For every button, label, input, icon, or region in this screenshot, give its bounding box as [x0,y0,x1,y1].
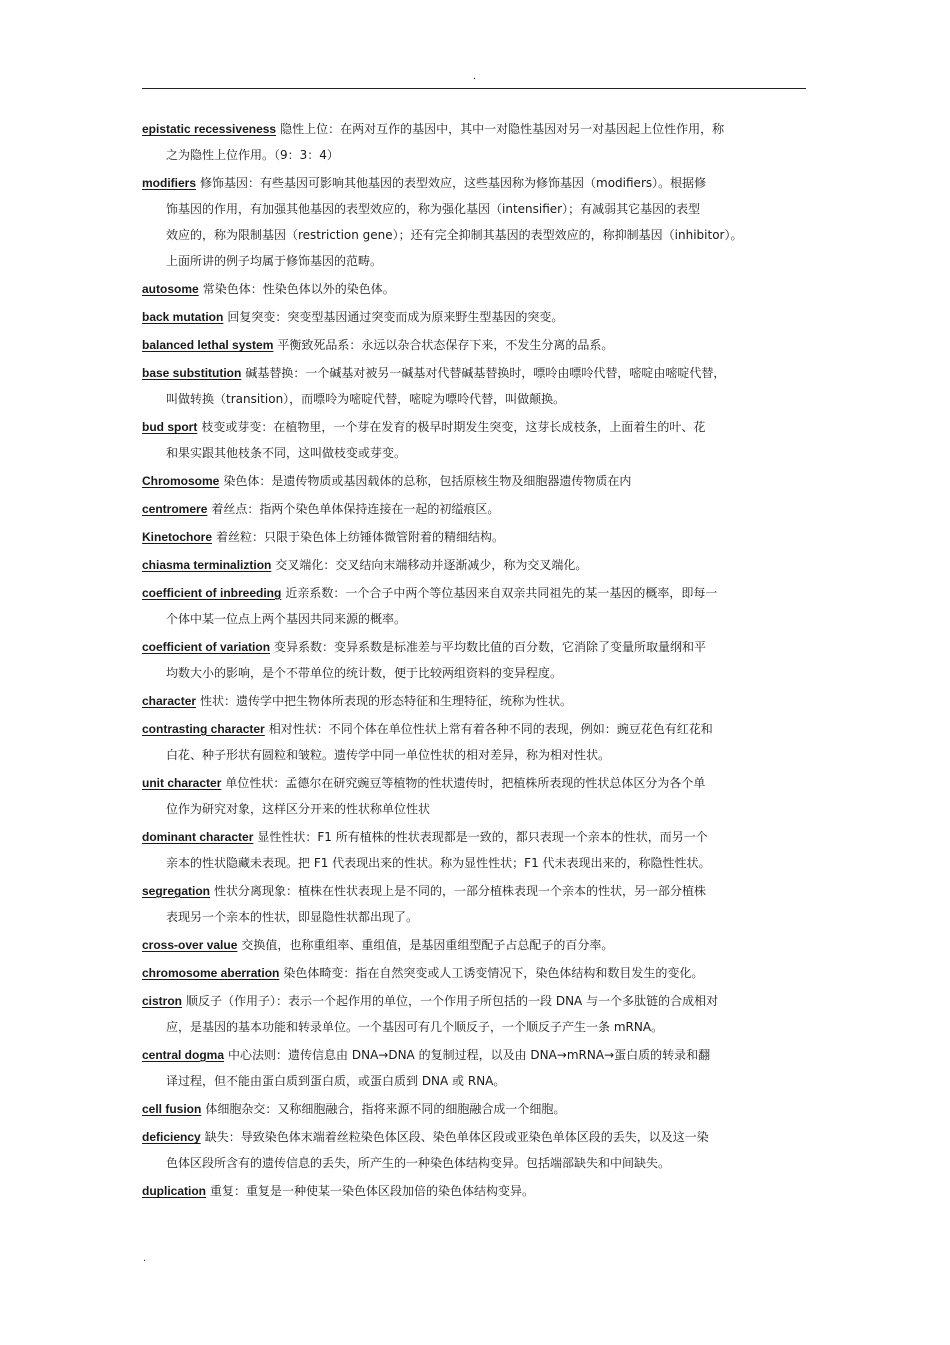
glossary-term: centromere [142,502,208,516]
definition-line: 回复突变：突变型基因通过突变而成为原来野生型基因的突变。 [227,310,564,324]
glossary-term: chromosome aberration [142,966,280,980]
header-rule [142,88,806,89]
glossary-term: chiasma terminaliztion [142,558,272,572]
definition-line: 相对性状：不同个体在单位性状上常有着各种不同的表现，例如：豌豆花色有红花和 [268,722,713,736]
definition-line: 常染色体：性染色体以外的染色体。 [202,282,395,296]
definition-line: 性状分离现象：植株在性状表现上是不同的，一部分植株表现一个亲本的性状，另一部分植株 [214,884,707,898]
header-mark: . [473,71,477,82]
definition-line: 之为隐性上位作用。（9：3：4） [166,148,339,162]
glossary-entry [142,304,810,330]
definition-line: 译过程，但不能由蛋白质到蛋白质，或蛋白质到 DNA 或 RNA。 [166,1074,506,1088]
glossary-term: coefficient of variation [142,640,271,654]
definition-line: 缺失：导致染色体末端着丝粒染色体区段、染色单体区段或亚染色单体区段的丢失，以及这一染 [204,1130,709,1144]
glossary-term: Kinetochore [142,530,213,544]
glossary-term: bud sport [142,420,198,434]
definition-line: 显性性状：F1 所有植株的性状表现都是一致的，都只表现一个亲本的性状，而另一个 [257,830,708,844]
definition-line: 碱基替换：一个碱基对被另一碱基对代替碱基替换时，嘌呤由嘌呤代替，嘧啶由嘧啶代替， [245,366,726,380]
glossary-term: cistron [142,994,183,1008]
glossary-entry [142,332,810,358]
definition-line: 表现另一个亲本的性状，即显隐性状都出现了。 [166,910,419,924]
glossary-term: cross-over value [142,938,238,952]
definition-line: 性状：遗传学中把生物体所表现的形态特征和生理特征，统称为性状。 [200,694,573,708]
glossary-term: epistatic recessiveness [142,122,277,136]
glossary-entry [142,524,810,550]
glossary-entry [142,1178,810,1204]
definition-line: 近亲系数：一个合子中两个等位基因来自双亲共同祖先的某一基因的概率，即每一 [285,586,718,600]
glossary-term: dominant character [142,830,254,844]
definition-line: 染色体畸变：指在自然突变或人工诱变情况下，染色体结构和数目发生的变化。 [283,966,704,980]
definition-line: 单位性状：孟德尔在研究豌豆等植物的性状遗传时，把植株所表现的性状总体区分为各个单 [225,776,706,790]
glossary-entry [142,1042,810,1094]
glossary-entry [142,360,810,412]
definition-line: 和果实跟其他枝条不同，这叫做枝变或芽变。 [166,446,407,460]
glossary-entry [142,688,810,714]
definition-line: 上面所讲的例子均属于修饰基因的范畴。 [166,254,383,268]
definition-line: 变异系数：变异系数是标准差与平均数比值的百分数，它消除了变量所取量纲和平 [274,640,707,654]
definition-line: 平衡致死品系：永远以杂合状态保存下来，不发生分离的品系。 [277,338,614,352]
glossary-term: contrasting character [142,722,265,736]
glossary-entry [142,932,810,958]
definition-line: 体细胞杂交：又称细胞融合，指将来源不同的细胞融合成一个细胞。 [205,1102,566,1116]
glossary-term: central dogma [142,1048,225,1062]
definition-line: 亲本的性状隐藏未表现。把 F1 代表现出来的性状。称为显性性状；F1 代未表现出来的，称隐性性状。 [166,856,711,870]
definition-line: 着丝粒：只限于染色体上纺锤体微管附着的精细结构。 [216,530,505,544]
glossary-term: back mutation [142,310,224,324]
glossary-entry [142,276,810,302]
glossary-entry [142,170,810,274]
glossary-term: Chromosome [142,474,220,488]
glossary-entry [142,824,810,876]
definition-line: 叫做转换（transition），而嘌呤为嘧啶代替，嘧啶为嘌呤代替，叫做颠换。 [166,392,566,406]
definition-line: 染色体：是遗传物质或基因载体的总称，包括原核生物及细胞器遗传物质在内 [223,474,632,488]
glossary-entry [142,1124,810,1176]
glossary-term: base substitution [142,366,242,380]
glossary-entry [142,878,810,930]
definition-line: 着丝点：指两个染色单体保持连接在一起的初缢痕区。 [211,502,500,516]
glossary-entry [142,716,810,768]
definition-line: 色体区段所含有的遗传信息的丢失，所产生的一种染色体结构变异。包括端部缺失和中间缺失。 [166,1156,671,1170]
definition-line: 枝变或芽变：在植物里，一个芽在发育的极早时期发生突变，这芽长成枝条，上面着生的叶、花 [201,420,706,434]
definition-line: 均数大小的影响，是个不带单位的统计数，便于比较两组资料的变异程度。 [166,666,563,680]
glossary-entry [142,552,810,578]
definition-line: 交叉端化：交叉结向末端移动并逐渐减少，称为交叉端化。 [275,558,588,572]
definition-line: 效应的，称为限制基因（restriction gene）；还有完全抑制其基因的表型效应的，称抑制基因（inhibitor）。 [166,228,743,242]
definition-line: 个体中某一位点上两个基因共同来源的概率。 [166,612,407,626]
glossary-entry [142,960,810,986]
glossary-term: character [142,694,197,708]
definition-line: 重复：重复是一种使某一染色体区段加倍的染色体结构变异。 [210,1184,535,1198]
definition-line: 饰基因的作用，有加强其他基因的表型效应的，称为强化基因（intensifier）；有减弱其它基因的表型 [166,202,701,216]
glossary-term: unit character [142,776,222,790]
definition-line: 白花、种子形状有圆粒和皱粒。遗传学中同一单位性状的相对差异，称为相对性状。 [166,748,611,762]
glossary-term: modifiers [142,176,197,190]
glossary-entry [142,1096,810,1122]
definition-line: 应，是基因的基本功能和转录单位。一个基因可有几个顺反子，一个顺反子产生一条 mRNA。 [166,1020,664,1034]
definition-line: 隐性上位：在两对互作的基因中，其中一对隐性基因对另一对基因起上位性作用，称 [280,122,725,136]
definition-line: 中心法则：遗传信息由 DNA→DNA 的复制过程，以及由 DNA→mRNA→蛋白质的转录和翻 [228,1048,711,1062]
glossary-term: cell fusion [142,1102,202,1116]
definition-line: 修饰基因：有些基因可影响其他基因的表型效应，这些基因称为修饰基因（modifiers）。根据修 [200,176,707,190]
glossary-term: duplication [142,1184,206,1198]
definition-line: 顺反子（作用子）：表示一个起作用的单位，一个作用子所包括的一段 DNA 与一个多肽链的合成相对 [186,994,719,1008]
glossary-list [142,116,810,1206]
glossary-term: deficiency [142,1130,201,1144]
glossary-entry [142,580,810,632]
glossary-entry [142,496,810,522]
glossary-term: segregation [142,884,211,898]
glossary-entry [142,468,810,494]
definition-line: 交换值，也称重组率、重组值，是基因重组型配子占总配子的百分率。 [241,938,614,952]
glossary-entry [142,770,810,822]
glossary-term: balanced lethal system [142,338,274,352]
definition-line: 位作为研究对象，这样区分开来的性状称单位性状 [166,802,431,816]
glossary-term: autosome [142,282,199,296]
glossary-entry [142,414,810,466]
glossary-entry [142,634,810,686]
footer-mark: . [143,1253,147,1264]
glossary-term: coefficient of inbreeding [142,586,282,600]
glossary-entry [142,116,810,168]
glossary-entry [142,988,810,1040]
